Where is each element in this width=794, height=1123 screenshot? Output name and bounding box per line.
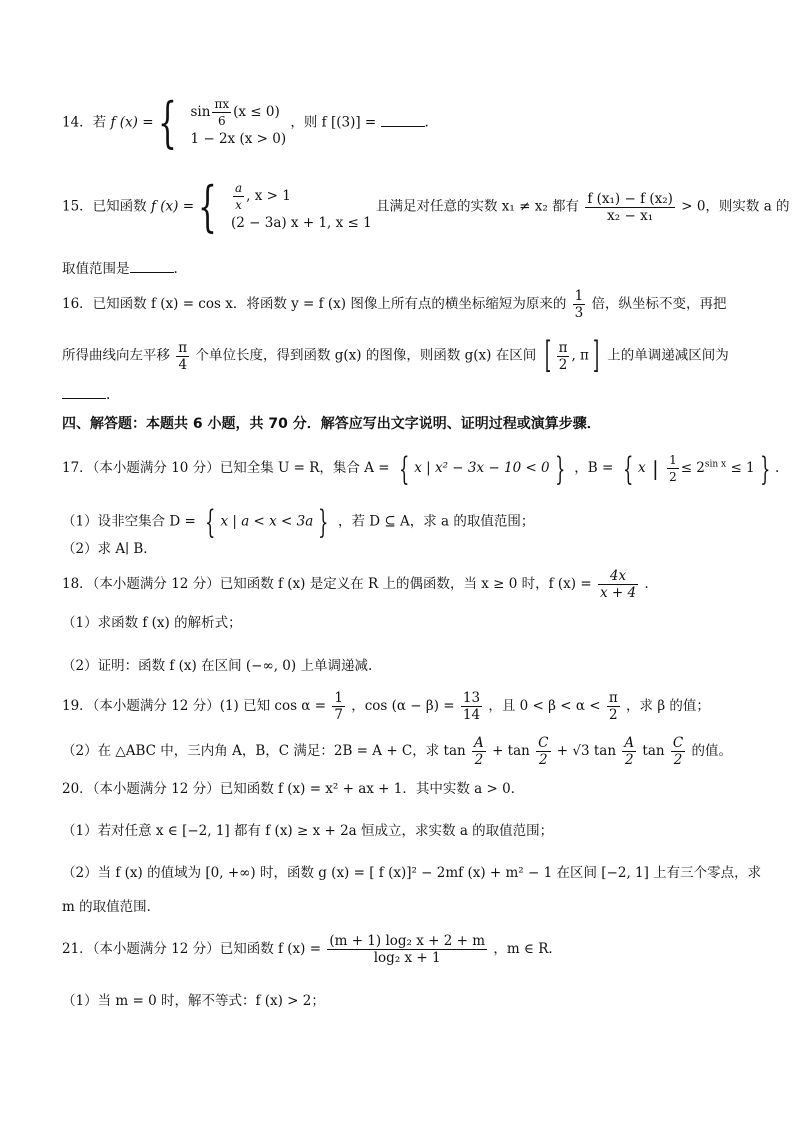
q14-tail: ，则 f [(3)] =	[290, 114, 377, 131]
question-14: 14．若 f (x) = { sin $\frac{\pi x}{6}$ (x ≤ 0) 1 − 2x (x > 0) ，则 f [(3)] = .	[62, 91, 429, 154]
q16-answer-blank	[62, 384, 106, 399]
q15-fraction: $\frac{\text{f (x₁) − f (x₂)}}{\text{x₂ − x₁}}$	[587, 190, 673, 224]
q14-brace: {	[157, 91, 177, 154]
q15-case-1: $\frac{a}{x}$ , x > 1	[234, 181, 291, 212]
question-20: 20．（本小题满分 12 分）已知函数 f (x) = x² + ax + 1．其中实数 a > 0．	[62, 781, 525, 797]
question-20-part-1: （1）若对任意 x ∈ [−2, 1] 都有 f (x) ≥ x + 2a 恒成立，求实数 a 的取值范围；	[62, 823, 554, 839]
q15-brace: {	[198, 175, 218, 238]
question-20-part-2: （2）当 f (x) 的值域为 [0, +∞) 时，函数 g (x) = [ f (x)]² − 2mf (x) + m² − 1 在区间 [−2, 1] 上有三个零点，求	[62, 865, 762, 881]
question-18-part-1: （1）求函数 f (x) 的解析式；	[62, 615, 242, 631]
question-16-line-3: .	[62, 384, 110, 405]
q15-number: 15．已知函数	[62, 198, 147, 215]
q15-case-2: (2 − 3a) x + 1, x ≤ 1	[230, 215, 372, 231]
q14-answer-blank	[381, 112, 425, 127]
q15-tail: > 0，则实数 a 的	[681, 198, 790, 215]
question-15	[62, 175, 790, 238]
q15-condition: 且满足对任意的实数 x₁ ≠ x₂ 都有	[376, 198, 580, 215]
question-17-part-1: （1）设非空集合 D = { x | a < x < 3a } ，若 D ⊆ A，求 a 的取值范围；	[62, 503, 535, 541]
section-heading: 四、解答题：本题共 6 小题，共 70 分．解答应写出文字说明、证明过程或演算步骤．	[62, 416, 601, 432]
question-18: 18．（本小题满分 12 分）已知函数 f (x) 是定义在 R 上的偶函数，当 x ≥ 0 时，f (x) = $\frac{4x}{x + 4}$ .	[62, 568, 649, 601]
question-19: 19．（本小题满分 12 分）(1) 已知 cos α = $\frac{1}{7}$ ，cos (α − β) = $\frac{13}{14}$ ，且 0 < β < α < $\frac{\pi}{2}$ ，求 β 的值；	[62, 690, 710, 723]
q15-function: f (x) =	[150, 198, 195, 215]
q14-function: f (x) =	[110, 114, 154, 131]
q15-answer-blank	[130, 258, 174, 273]
q14-number: 14．若	[62, 114, 107, 131]
q14-case-1: sin $\frac{\pi x}{6}$ (x ≤ 0)	[190, 97, 280, 128]
question-16-line-1: 16．已知函数 f (x) = cos x．将函数 y = f (x) 图像上所有点的横坐标缩短为原来的 $\frac{1}{3}$ 倍，纵坐标不变，再把	[62, 288, 727, 321]
question-16-line-2: 所得曲线向左平移 $\frac{\pi}{4}$ 个单位长度，得到函数 g(x) 的图像，则函数 g(x) 在区间 [ $\frac{\pi}{2}$ , π ] 上的单调递减区间为	[62, 335, 729, 376]
q15-cases	[231, 180, 372, 234]
question-20-part-2-cont: m 的取值范围．	[62, 899, 161, 915]
question-17: 17．（本小题满分 10 分）已知全集 U = R，集合 A = { x | x² − 3x − 10 < 0 } ，B = { x | $\frac{1}{2}$ ≤ $2^{sin x} \le 1$ } .	[62, 449, 780, 488]
question-21-part-1: （1）当 m = 0 时，解不等式：f (x) > 2；	[62, 993, 325, 1009]
question-19-part-2: （2）在 △ABC 中，三内角 A，B，C 满足：2B = A + C，求 tan $\frac{A}{2}$ + tan $\frac{C}{2}$ + √3 tan $\frac{A}{2}$ tan $\frac{C}{2}$ 的值。	[62, 735, 733, 768]
question-15-line-2: 取值范围是 .	[62, 258, 178, 279]
question-17-part-2: （2）求 A∣ B．	[62, 541, 157, 557]
question-21: 21．（本小题满分 12 分）已知函数 f (x) = $\frac{\text{(m + 1) log₂ x + 2 + m}}{\text{log₂ x + 1}}$ ，m ∈ R．	[62, 933, 562, 966]
q14-case-2: 1 − 2x (x > 0)	[190, 131, 287, 147]
q14-cases	[190, 96, 286, 150]
question-18-part-2: （2）证明：函数 f (x) 在区间 (−∞, 0) 上单调递减.	[62, 658, 373, 674]
